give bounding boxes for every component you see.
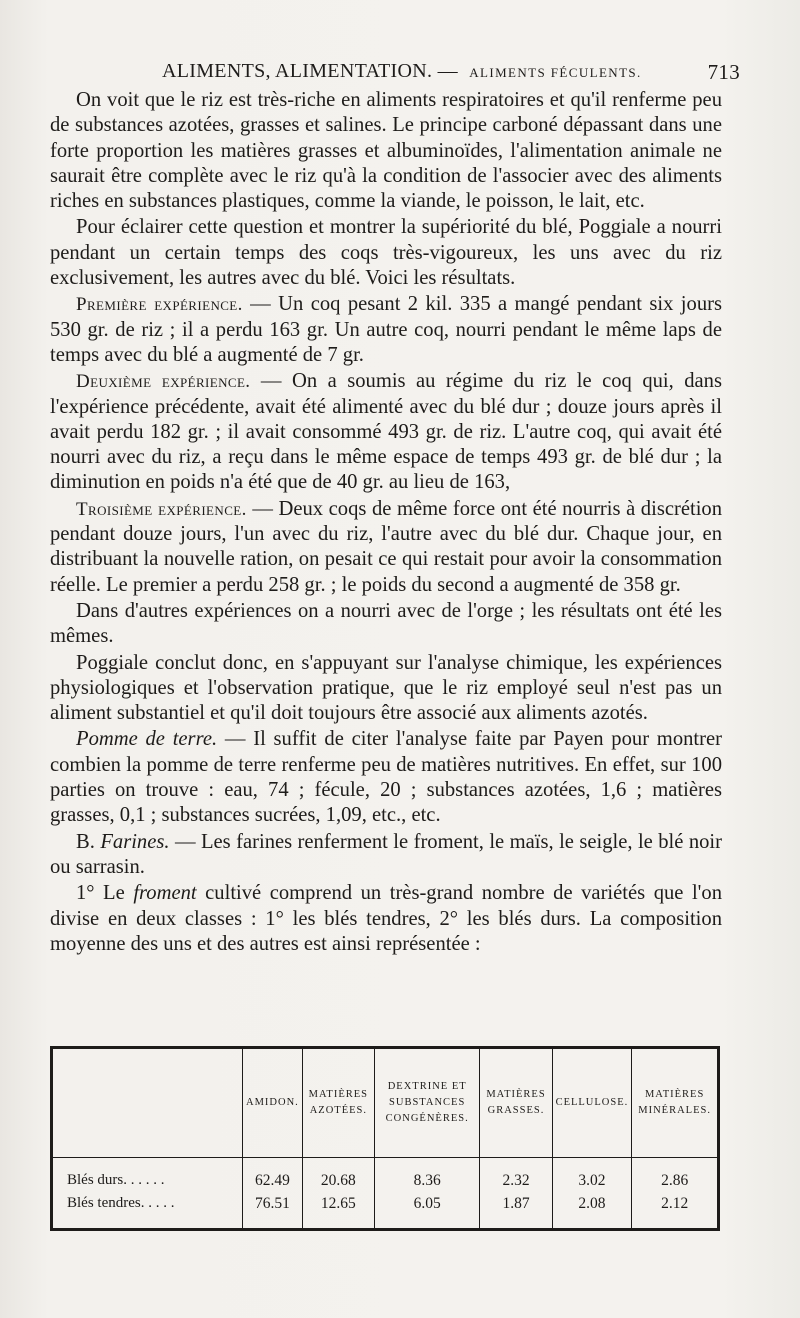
paragraph <box>50 830 722 881</box>
table-header-row <box>53 1049 717 1158</box>
paragraph: On voit que le riz est très-riche en aliments respiratoires et qu'il renferme peu de substances azotées, grasses et salines. Le principe carboné dépassant dans une forte proportion les matières grasses et albuminoïdes, l'alimentation animale ne saurait être complète avec le riz qu'à la condition de l'associer avec des aliments riches en substances plastiques, comme la viande, le poisson, le lait, etc. <box>50 89 722 213</box>
paragraph <box>50 881 722 957</box>
row-label: Blés durs. . . . . . <box>67 1172 165 1188</box>
paragraph-text: — Deux coqs de même force ont été nourris à discrétion pendant douze jours, l'un avec du riz, l'autre avec du blé dur. Chaque jour, en distribuant la nouvelle ration, on pesait ce qui restait pour avoir la consommation réelle. Le premier a perdu 258 gr. ; le poids du second a augmenté de 358 gr. <box>50 497 723 596</box>
table-cell: 20.68 <box>302 1158 374 1193</box>
table-cell: 3.02 <box>552 1158 632 1193</box>
running-header <box>50 56 740 86</box>
table-cell: 1.87 <box>480 1192 552 1229</box>
table-header-cell <box>53 1049 243 1158</box>
paragraph-prefix: B. <box>76 830 101 853</box>
table-cell: 2.32 <box>480 1158 552 1193</box>
paragraph: Dans d'autres expériences on a nourri avec de l'orge ; les résultats ont été les mêmes. <box>50 599 722 648</box>
header-title <box>162 60 642 83</box>
section-label: Pomme de terre. <box>76 728 218 751</box>
table-cell: 76.51 <box>243 1192 303 1229</box>
paragraph <box>50 292 722 368</box>
table-row <box>53 1192 717 1229</box>
paragraph-text: — On a soumis au régime du riz le coq qui, dans l'expérience précédente, avait été alimenté avec du blé dur ; douze jours après il avait perdu 182 gr. ; il avait consommé 493 gr. de riz. L'autre coq, qui avait été nourri avec du riz, a reçu dans le même espace de temps 493 gr. de blé dur ; la diminution en poids n'a été que de 40 gr. au lieu de 163, <box>50 370 722 494</box>
row-label: Blés tendres. . . . . <box>67 1195 175 1211</box>
table-header-cell: AMIDON. <box>243 1049 303 1158</box>
header-separator: — <box>437 60 458 82</box>
experiment-label: Troisième expérience. <box>76 498 247 520</box>
paragraph-text: — Un coq pesant 2 kil. 335 a mangé pendant six jours 530 gr. de riz ; il a perdu 163 gr. Un autre coq, nourri pendant le même laps de temps avec du blé a augmenté de 7 gr. <box>50 293 722 366</box>
paragraph: Poggiale conclut donc, en s'appuyant sur l'analyse chimique, les expériences physiologiques et l'observation pratique, que le riz employé seul n'est pas un aliment substantiel et qu'il doit toujours être associé aux aliments azotés. <box>50 651 722 725</box>
paragraph-text: cultivé comprend un très-grand nombre de variétés que l'on divise en deux classes : 1° les blés tendres, 2° les blés durs. La composition moyenne des uns et des autres est ainsi représentée : <box>50 882 722 955</box>
table-cell: 8.36 <box>374 1158 480 1193</box>
table-header-cell: MATIÈRES GRASSES. <box>480 1049 552 1158</box>
paragraph: Pour éclairer cette question et montrer la supériorité du blé, Poggiale a nourri pendant un certain temps des coqs très-vigoureux, les uns avec du riz exclusivement, les autres avec du blé. Voici les résultats. <box>50 216 722 290</box>
experiment-label: Deuxième expérience. <box>76 371 251 393</box>
page-number: 713 <box>707 60 740 84</box>
table-cell: 12.65 <box>302 1192 374 1229</box>
paragraph-text: — Il suffit de citer l'analyse faite par Payen pour montrer combien la pomme de terre renferme peu de matières nutritives. En effet, sur 100 parties on trouve : eau, 74 ; fécule, 20 ; substances azotées, 1,6 ; matières grasses, 0,1 ; substances sucrées, 1,09, etc., etc. <box>50 728 722 827</box>
table-cell: 2.86 <box>632 1158 717 1193</box>
table-cell: 6.05 <box>374 1192 480 1229</box>
table-header-cell: CELLULOSE. <box>552 1049 632 1158</box>
composition-table <box>50 1046 720 1231</box>
header-section: ALIMENTS FÉCULENTS. <box>469 65 642 80</box>
table-cell: 2.08 <box>552 1192 632 1229</box>
header-title-text: ALIMENTS, ALIMENTATION. <box>162 60 433 82</box>
table-cell: 62.49 <box>243 1158 303 1193</box>
section-label: froment <box>133 882 197 905</box>
table-cell: 2.12 <box>632 1192 717 1229</box>
experiment-label: Première expérience. <box>76 294 243 316</box>
table-header-cell: DEXTRINE ET SUBSTANCES CONGÉNÈRES. <box>374 1049 480 1158</box>
paragraph-prefix: 1° Le <box>76 882 134 905</box>
paragraph <box>50 497 722 598</box>
table-row <box>53 1158 717 1193</box>
paragraph-text: — Les farines renferment le froment, le maïs, le seigle, le blé noir ou sarrasin. <box>50 830 722 878</box>
paragraph <box>50 727 722 828</box>
table-header-cell: MATIÈRES AZOTÉES. <box>302 1049 374 1158</box>
body-text <box>50 88 722 958</box>
table-header-cell: MATIÈRES MINÉRALES. <box>632 1049 717 1158</box>
section-label: Farines. <box>100 830 170 853</box>
paragraph <box>50 369 722 495</box>
